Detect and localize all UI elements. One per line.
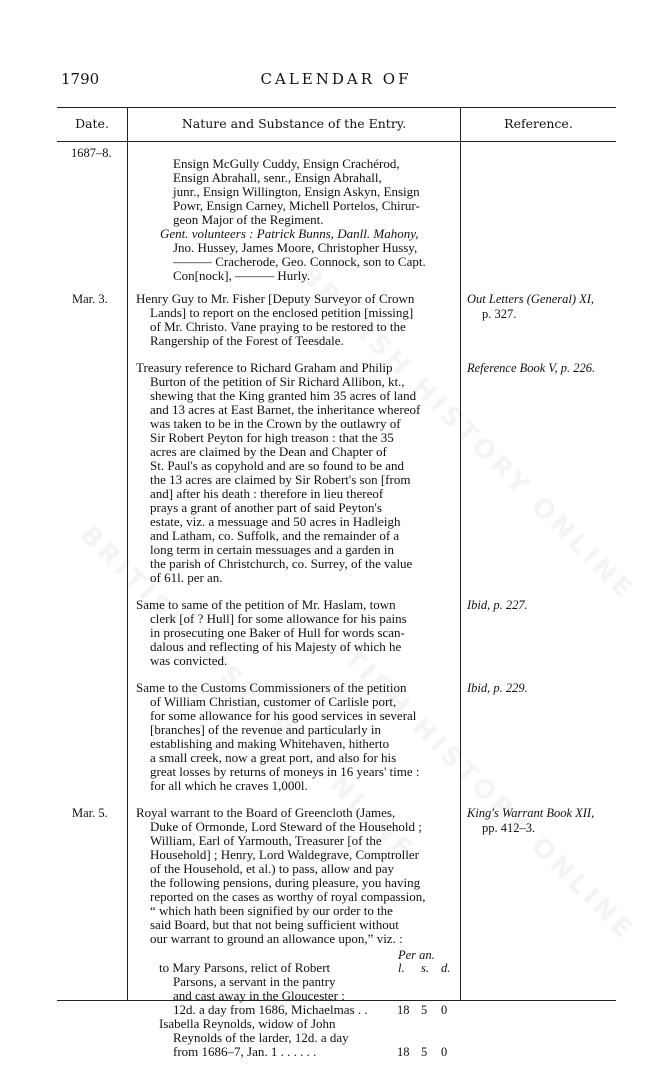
page-number: 1790 [61,70,100,88]
column-header-reference: Reference. [504,116,573,131]
pension-line: Reynolds of the larder, 12d. a day [173,1030,349,1045]
entry-text-line: estate, viz. a messuage and 50 acres in Hadleigh [150,514,401,529]
entry-text-line: dalous and reflecting of his Majesty of which he [150,639,402,654]
entry-text-line: the following pensions, during pleasure, you having [150,875,421,890]
entry-reference: King's Warrant Book XII, [467,806,595,820]
pension-column-header: Per an. [398,948,435,962]
entry-text-line: reported on the cases as worthy of royal compassion, [150,889,426,904]
entry-text-line: long term in certain messuages and a garden in [150,542,395,557]
entry-text-line: in prosecuting one Baker of Hull for words scan- [150,625,405,640]
pension-line: from 1686–7, Jan. 1 . . . . . . [173,1044,317,1059]
table-header-rule [57,141,616,142]
entry-text-line: Ensign McGully Cuddy, Ensign Crachérod, [173,156,400,171]
entry-text-line: [branches] of the revenue and particularly in [150,722,382,737]
entry-date: Mar. 3. [72,292,108,306]
entry-text-line: was convicted. [150,653,228,668]
entry-text-line: our warrant to ground an allowance upon,” viz. : [150,931,403,946]
entry-text-line: “ which hath been signified by our order to the [150,903,393,918]
column-divider-right [460,107,461,1001]
entry-text-line: Household] ; Henry, Lord Waldegrave, Comptroller [150,847,419,862]
entry-text-line: a small creek, now a great port, and also for his [150,750,397,765]
entry-text-line: the parish of Christchurch, co. Surrey, of the value [150,556,413,571]
entry-text-line: of 61l. per an. [150,570,223,585]
entry-text-line: for some allowance for his good services in several [150,708,417,723]
entry-text-line: Burton of the petition of Sir Richard Allibon, kt., [150,374,405,389]
pension-line: and cast away in the Gloucester : [173,988,345,1003]
entry-reference: Reference Book V, p. 226. [467,361,596,375]
entry-text-line: the 13 acres are claimed by Sir Robert's son [from [150,472,411,487]
entry-text-line: Treasury reference to Richard Graham and Philip [136,360,393,375]
entry-text-line: and 13 acres at East Barnet, the inheritance whereof [150,402,421,417]
pension-amount-shillings: 5 [421,1045,428,1059]
pension-amount-pence: 0 [441,1045,448,1059]
entry-text-line: of the Household, et al.) to pass, allow and pay [150,861,395,876]
entry-text-line: Jno. Hussey, James Moore, Christopher Hussy, [173,240,418,255]
running-head [0,70,672,92]
page-title: CALENDAR OF [260,70,412,88]
entry-text-line: Sir Robert Peyton for high treason : that the 35 [150,430,394,445]
entry-text-line: great losses by returns of moneys in 16 years' time : [150,764,420,779]
entry-reference: Out Letters (General) XI, [467,292,595,306]
entry-text-line: junr., Ensign Willington, Ensign Askyn, Ensign [173,184,420,199]
entry-text-line: Duke of Ormonde, Lord Steward of the Household ; [150,819,422,834]
entry-text-line: was taken to be in the Crown by the outlawry of [150,416,401,431]
entry-reference-page: pp. 412–3. [482,821,536,835]
entry-text-line: Ensign Abrahall, senr., Ensign Abrahall, [173,170,382,185]
entry-text-line: establishing and making Whitehaven, hitherto [150,736,390,751]
pension-line: to Mary Parsons, relict of Robert [159,960,331,975]
entry-text-line: shewing that the King granted him 35 acres of land [150,388,417,403]
italic-heading: Gent. volunteers : Patrick Bunns, Danll. Mahony, [160,226,419,241]
entry-text-line: for all which he craves 1,000l. [150,778,308,793]
table-top-rule [57,107,616,108]
entry-date: 1687–8. [71,146,112,160]
entry-text-line: acres are claimed by the Dean and Chapter of [150,444,387,459]
pension-line: Isabella Reynolds, widow of John [159,1016,336,1031]
entry-text-line: prays a grant of another part of said Peyton's [150,500,382,515]
entry-text-line: said Board, but that not being sufficient without [150,917,399,932]
entry-text-line: clerk [of ? Hull] for some allowance for his pains [150,611,407,626]
entry-text-line: of William Christian, customer of Carlisle port, [150,694,397,709]
entry-text-line: Powr, Ensign Carney, Michell Portelos, Chirur- [173,198,420,213]
entry-text-line: St. Paul's as copyhold and are so found to be and [150,458,404,473]
entry-text-line: Rangership of the Forest of Teesdale. [150,333,344,348]
entry-text-line: Lands] to report on the enclosed petition [missing] [150,305,414,320]
pension-unit-pence: d. [441,961,451,975]
column-header-nature: Nature and Substance of the Entry. [181,116,407,131]
column-divider-left [127,107,128,1001]
entry-text-line: geon Major of the Regiment. [173,212,324,227]
pension-amount-pounds: 18 [397,1045,410,1059]
entry-reference: Ibid, p. 227. [467,598,528,612]
pension-unit-shillings: s. [421,961,429,975]
entry-text-line: Same to same of the petition of Mr. Haslam, town [136,597,396,612]
entry-text-line: of Mr. Christo. Vane praying to be restored to the [150,319,406,334]
pension-amount-pounds: 18 [397,1003,410,1017]
entry-text-line: Royal warrant to the Board of Greencloth (James, [136,805,396,820]
pension-amount-pence: 0 [441,1003,448,1017]
pension-line: 12d. a day from 1686, Michaelmas . . [173,1002,368,1017]
entry-text-line: Same to the Customs Commissioners of the petition [136,680,407,695]
entry-date: Mar. 5. [72,806,108,820]
entry-text-line: and] after his death : therefore in lieu thereof [150,486,384,501]
pension-amount-shillings: 5 [421,1003,428,1017]
entry-reference: Ibid, p. 229. [467,681,528,695]
entry-text-line: Henry Guy to Mr. Fisher [Deputy Surveyor of Crown [136,291,415,306]
entry-reference-page: p. 327. [482,307,517,321]
entry-text-line: Con[nock], ——— Hurly. [173,268,311,283]
pension-line: Parsons, a servant in the pantry [173,974,336,989]
entry-text-line: ——— Cracherode, Geo. Connock, son to Capt. [173,254,426,269]
entry-text-line: William, Earl of Yarmouth, Treasurer [of the [150,833,382,848]
entry-text-line: and Latham, co. Suffolk, and the remainder of a [150,528,400,543]
pension-unit-pounds: l. [398,961,405,975]
column-header-date: Date. [75,116,109,131]
